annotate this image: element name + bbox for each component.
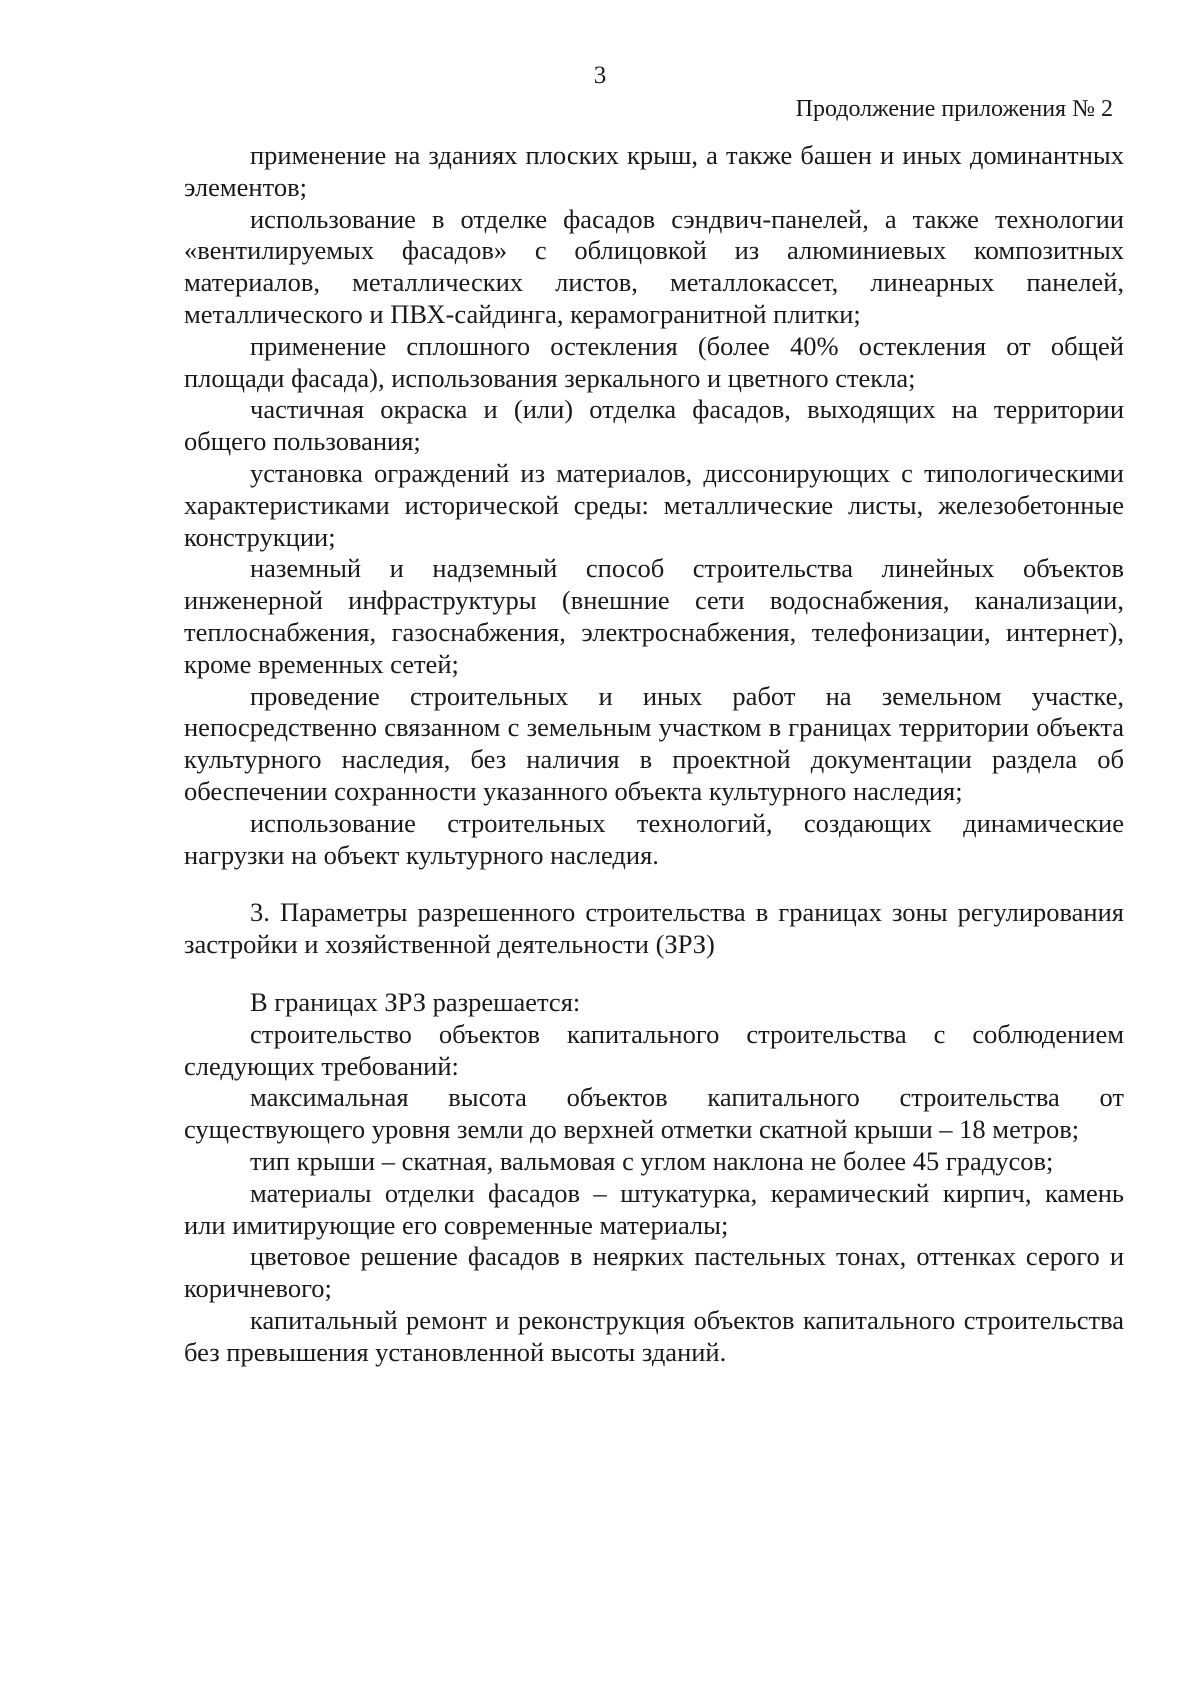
- paragraph: использование в отделке фасадов сэндвич-панелей, а также технологии «вентилируемых фасадов» с облицовкой из алюминиевых композитных материалов, металлических листов, металлокассет, линеарных панелей, металлического и ПВХ-сайдинга, керамогранитной плитки;: [184, 203, 1124, 329]
- paragraph: применение сплошного остекления (более 40% остекления от общей площади фасада), использования зеркального и цветного стекла;: [184, 330, 1124, 393]
- paragraph: капитальный ремонт и реконструкция объектов капитального строительства без превышения установленной высоты зданий.: [184, 1304, 1124, 1367]
- appendix-continuation-note: Продолжение приложения № 2: [795, 96, 1113, 122]
- paragraph: наземный и надземный способ строительства линейных объектов инженерной инфраструктуры (внешние сети водоснабжения, канализации, теплоснабжения, газоснабжения, электроснабжения, телефонизации, интернет), кроме временных сетей;: [184, 553, 1124, 679]
- paragraph: использование строительных технологий, создающих динамические нагрузки на объект культурного наследия.: [184, 807, 1124, 870]
- paragraph: тип крыши – скатная, вальмовая с углом наклона не более 45 градусов;: [250, 1145, 1054, 1176]
- page-number: 3: [593, 62, 607, 89]
- document-body: [184, 140, 1124, 1368]
- paragraph: установка ограждений из материалов, диссонирующих с типологическими характеристиками исторической среды: металлические листы, железобетонные конструкции;: [184, 457, 1124, 552]
- paragraph: максимальная высота объектов капитального строительства от существующего уровня земли до верхней отметки скатной крыши – 18 метров;: [184, 1082, 1124, 1145]
- section-heading: 3. Параметры разрешенного строительства в границах зоны регулирования застройки и хозяйственной деятельности (ЗРЗ): [184, 897, 1124, 960]
- paragraph: материалы отделки фасадов – штукатурка, керамический кирпич, камень или имитирующие его современные материалы;: [184, 1177, 1124, 1240]
- paragraph: строительство объектов капитального строительства с соблюдением следующих требований:: [184, 1018, 1124, 1081]
- paragraph: В границах ЗРЗ разрешается:: [250, 986, 581, 1017]
- paragraph: применение на зданиях плоских крыш, а также башен и иных доминантных элементов;: [184, 140, 1124, 202]
- paragraph: частичная окраска и (или) отделка фасадов, выходящих на территории общего пользования;: [184, 394, 1124, 457]
- paragraph: цветовое решение фасадов в неярких пастельных тонах, оттенках серого и коричневого;: [184, 1241, 1124, 1304]
- paragraph: проведение строительных и иных работ на земельном участке, непосредственно связанном с земельным участком в границах территории объекта культурного наследия, без наличия в проектной документации раздела об обеспечении сохранности указанного объекта культурного наследия;: [184, 680, 1124, 806]
